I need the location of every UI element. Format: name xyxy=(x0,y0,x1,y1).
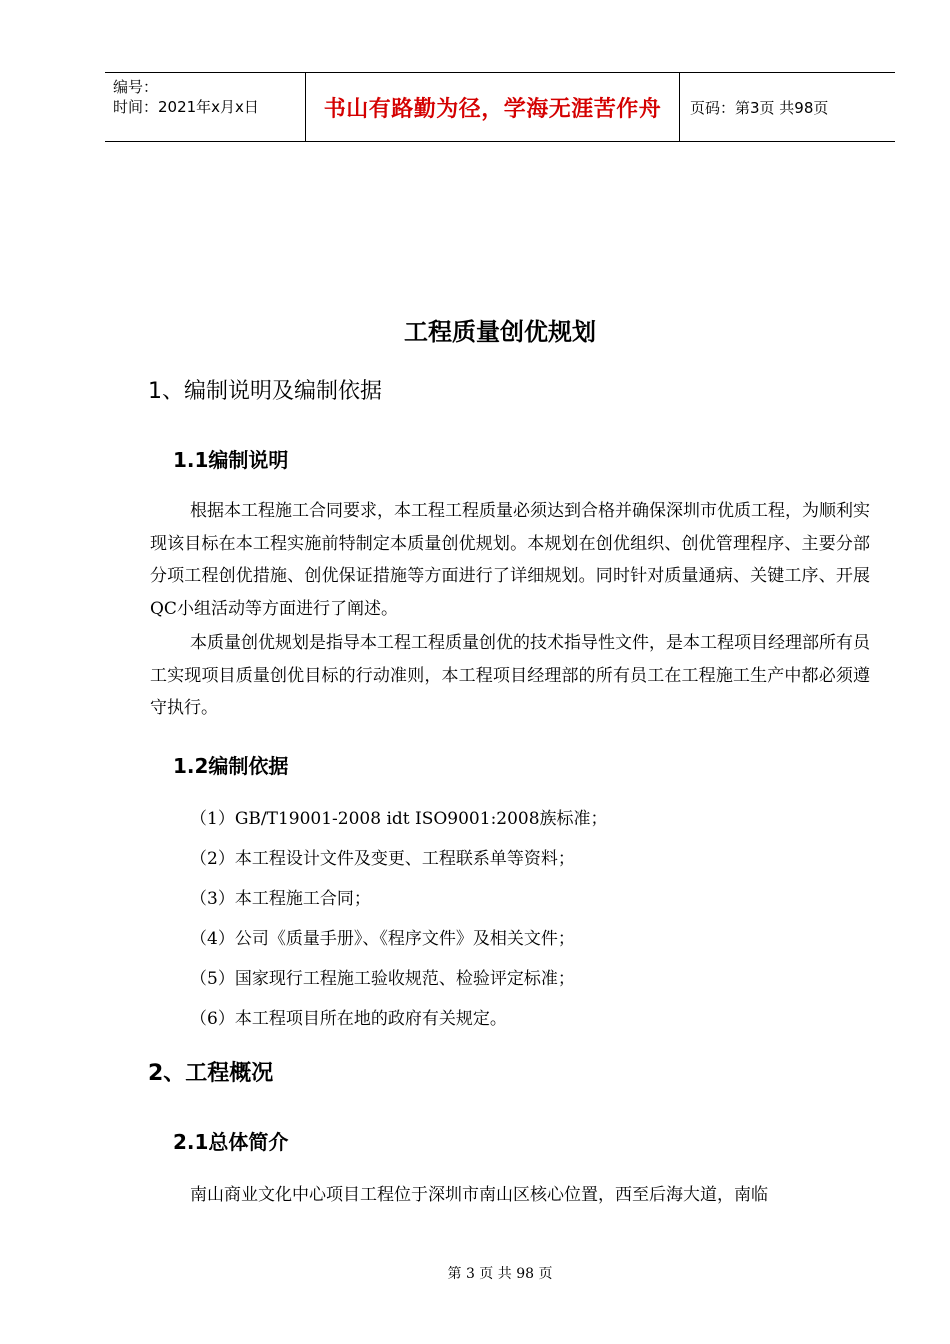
header-motto: 书山有路勤为径，学海无涯苦作舟 xyxy=(306,73,680,141)
basis-list-item: （4）公司《质量手册》、《程序文件》及相关文件； xyxy=(190,929,575,949)
header-meta-cell xyxy=(105,73,306,141)
header-time-label: 时间：2021年x月x日 xyxy=(113,98,259,116)
section-1-1-heading: 1.1编制说明 xyxy=(173,448,289,472)
section-1-2-heading: 1.2编制依据 xyxy=(173,754,289,778)
header-page-label: 页码：第3页 共98页 xyxy=(690,98,829,117)
section-2-1-paragraph: 南山商业文化中心项目工程位于深圳市南山区核心位置，西至后海大道，南临 xyxy=(190,1185,768,1205)
header-table xyxy=(105,72,895,142)
basis-list-item: （2）本工程设计文件及变更、工程联系单等资料； xyxy=(190,849,575,869)
section-2-1-heading: 2.1总体简介 xyxy=(173,1130,289,1154)
header-number-label: 编号： xyxy=(113,78,159,96)
section-1-1-paragraph-2: 本质量创优规划是指导本工程工程质量创优的技术指导性文件，是本工程项目经理部所有员工实现项目质量创优目标的行动准则，本工程项目经理部的所有员工在工程施工生产中都必须遵守执行。 xyxy=(150,633,870,718)
basis-list-item: （3）本工程施工合同； xyxy=(190,889,371,909)
section-1-1-paragraph-1: 根据本工程施工合同要求，本工程工程质量必须达到合格并确保深圳市优质工程，为顺利实现该目标在本工程实施前特制定本质量创优规划。本规划在创优组织、创优管理程序、主要分部分项工程创优措施、创优保证措施等方面进行了详细规划。同时针对质量通病、关键工序、开展QC小组活动等方面进行了阐述。 xyxy=(150,501,870,619)
document-title: 工程质量创优规划 xyxy=(404,318,596,346)
basis-list-item: （5）国家现行工程施工验收规范、检验评定标准； xyxy=(190,969,575,989)
basis-list-item: （1）GB/T19001-2008 idt ISO9001:2008族标准； xyxy=(190,809,608,829)
section-1-heading: 1、编制说明及编制依据 xyxy=(148,379,382,404)
basis-list-item: （6）本工程项目所在地的政府有关规定。 xyxy=(190,1009,507,1029)
page-footer: 第 3 页 共 98 页 xyxy=(447,1266,553,1282)
section-2-heading: 2、工程概况 xyxy=(148,1061,274,1086)
